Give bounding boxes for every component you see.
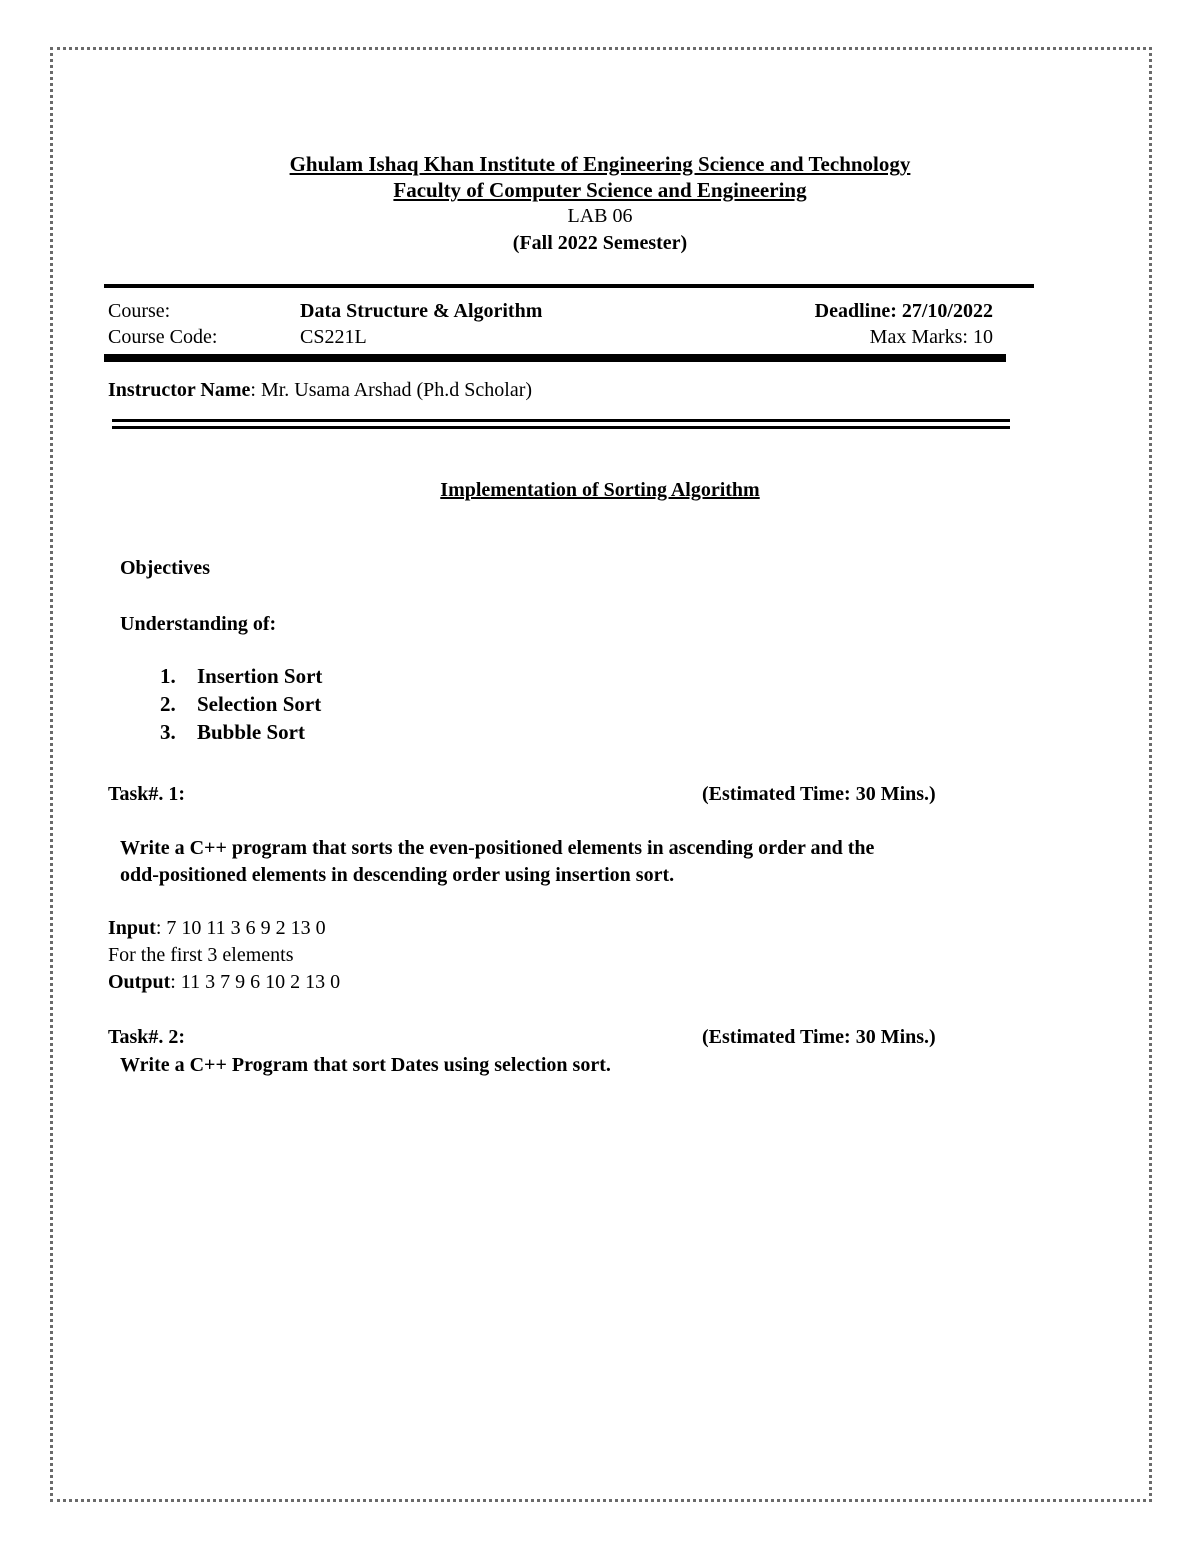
task1-description-line1: Write a C++ program that sorts the even-positioned elements in ascending order and the <box>120 837 875 859</box>
document-title: Implementation of Sorting Algorithm <box>440 479 760 501</box>
course-code: CS221L <box>300 326 367 348</box>
input-value: : 7 10 11 3 6 9 2 13 0 <box>155 917 326 939</box>
thick-rule <box>104 354 1006 362</box>
list-item <box>160 662 322 690</box>
task2-label: Task#. 2: <box>108 1026 186 1048</box>
output-value: : 11 3 7 9 6 10 2 13 0 <box>170 971 341 993</box>
objectives-list <box>160 662 322 746</box>
list-item <box>160 690 322 718</box>
instructor-label: Instructor Name <box>108 379 251 401</box>
course-code-label: Course Code: <box>108 326 218 348</box>
task1-output <box>108 970 340 994</box>
task1-input <box>108 916 326 940</box>
objectives-heading: Objectives <box>120 557 210 579</box>
task1-note: For the first 3 elements <box>108 944 294 966</box>
instructor-line <box>108 378 532 402</box>
deadline: Deadline: 27/10/2022 <box>814 300 993 322</box>
output-label: Output <box>108 971 171 993</box>
double-rule-bottom <box>112 426 1010 429</box>
task1-label: Task#. 1: <box>108 783 186 805</box>
lab-number: LAB 06 <box>567 205 633 227</box>
task1-time: (Estimated Time: 30 Mins.) <box>702 783 936 805</box>
objectives-intro: Understanding of: <box>120 613 277 635</box>
list-number: 1. <box>160 664 176 688</box>
institute-name: Ghulam Ishaq Khan Institute of Engineering Science and Technology <box>289 152 911 176</box>
task1-description-line2: odd-positioned elements in descending order using insertion sort. <box>120 864 675 886</box>
page-border <box>50 47 1152 1502</box>
list-text: Selection Sort <box>197 692 322 716</box>
course-name: Data Structure & Algorithm <box>300 300 543 322</box>
task2-description: Write a C++ Program that sort Dates using selection sort. <box>120 1054 611 1076</box>
course-label: Course: <box>108 300 171 322</box>
faculty-name: Faculty of Computer Science and Engineering <box>393 178 807 202</box>
instructor-name: : Mr. Usama Arshad (Ph.d Scholar) <box>250 379 533 401</box>
max-marks: Max Marks: 10 <box>869 326 993 348</box>
list-text: Bubble Sort <box>197 720 305 744</box>
input-label: Input <box>108 917 156 939</box>
list-number: 3. <box>160 720 176 744</box>
list-item <box>160 718 322 746</box>
task2-time: (Estimated Time: 30 Mins.) <box>702 1026 936 1048</box>
double-rule-top <box>112 419 1010 422</box>
top-rule <box>104 284 1034 288</box>
list-number: 2. <box>160 692 176 716</box>
list-text: Insertion Sort <box>197 664 323 688</box>
semester: (Fall 2022 Semester) <box>512 232 688 254</box>
